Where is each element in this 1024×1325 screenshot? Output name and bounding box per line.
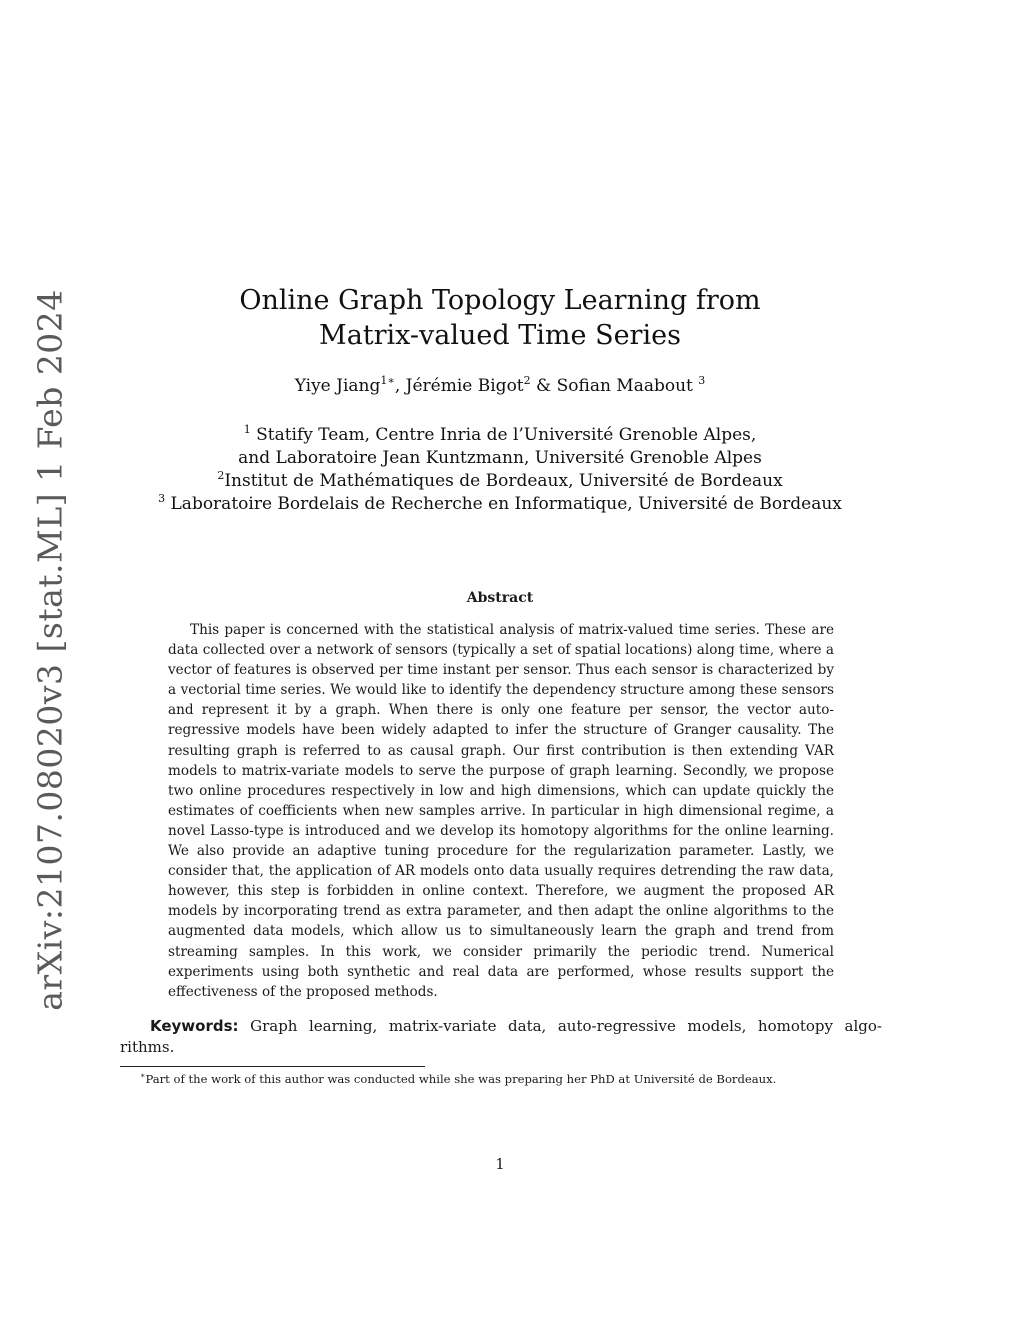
footnote (140, 1072, 900, 1086)
author-superscript: 3 (698, 374, 706, 387)
keywords-label: Keywords: (150, 1017, 239, 1035)
author-separator: , (394, 376, 406, 396)
affiliation-line: $^1$ Statify Team, Centre Inria de l’Université Grenoble Alpes, (243, 423, 757, 445)
footnote-mark: ∗ (140, 1071, 146, 1080)
footnote-divider (120, 1066, 425, 1067)
keywords-text: Graph learning, matrix-variate data, auto-regressive models, homotopy algo-rithms. (120, 1017, 882, 1056)
author-list (150, 376, 850, 396)
footnote-text: Part of the work of this author was conducted while she was preparing her PhD at Université de Bordeaux. (145, 1072, 777, 1086)
affiliation-line: and Laboratoire Jean Kuntzmann, Université Grenoble Alpes (238, 448, 762, 468)
affiliation-list (120, 424, 880, 516)
abstract-heading: Abstract (466, 590, 534, 606)
author-superscript: 1∗ (380, 374, 395, 387)
abstract-body: This paper is concerned with the statistical analysis of matrix-valued time series. These are data collected over a network of sensors (typically a set of spatial locations) along time, where a vector of features is observed per time instant per sensor. Thus each sensor is characterized by a vectorial time series. We would like to identify the dependency structure among these sensors and represent it by a graph. When there is only one feature per sensor, the vector auto-regressive models have been widely adapted to infer the structure of Granger causality. The resulting graph is referred to as causal graph. Our first contribution is then extending VAR models to matrix-variate models to serve the purpose of graph learning. Secondly, we propose two online procedures respectively in low and high dimensions, which can update quickly the estimates of coefficients when new samples arrive. In particular in high dimensional regime, a novel Lasso-type is introduced and we develop its homotopy algorithms for the online learning. We also provide an adaptive tuning procedure for the regularization parameter. Lastly, we consider that, the application of AR models onto data usually requires detrending the raw data, however, this step is forbidden in online context. Therefore, we augment the proposed AR models by incorporating trend as extra parameter, and then adapt the online algorithms to the augmented data models, which allow us to simultaneously learn the graph and trend from streaming samples. In this work, we consider primarily the periodic trend. Numerical experiments using both synthetic and real data are performed, whose results support the effectiveness of the proposed methods. (168, 622, 834, 1000)
author-separator: & (530, 376, 557, 396)
author-name: Yiye Jiang (294, 376, 381, 396)
title-line-2: Matrix-valued Time Series (319, 320, 681, 351)
paper-title (150, 283, 850, 353)
author-name: Sofian Maabout (556, 376, 699, 396)
keywords-paragraph (120, 1016, 882, 1058)
arxiv-identifier-stamp: arXiv:2107.08020v3 [stat.ML] 1 Feb 2024 (30, 289, 70, 1011)
page-number: 1 (495, 1155, 505, 1173)
affiliation-line: $^3$ Laboratoire Bordelais de Recherche en Informatique, Université de Bordeaux (158, 492, 842, 514)
affiliation-line: $^2$Institut de Mathématiques de Bordeaux, Université de Bordeaux (217, 469, 783, 491)
title-line-1: Online Graph Topology Learning from (239, 285, 761, 316)
author-name: Jérémie Bigot (405, 376, 524, 396)
author-superscript: 2 (523, 374, 531, 387)
